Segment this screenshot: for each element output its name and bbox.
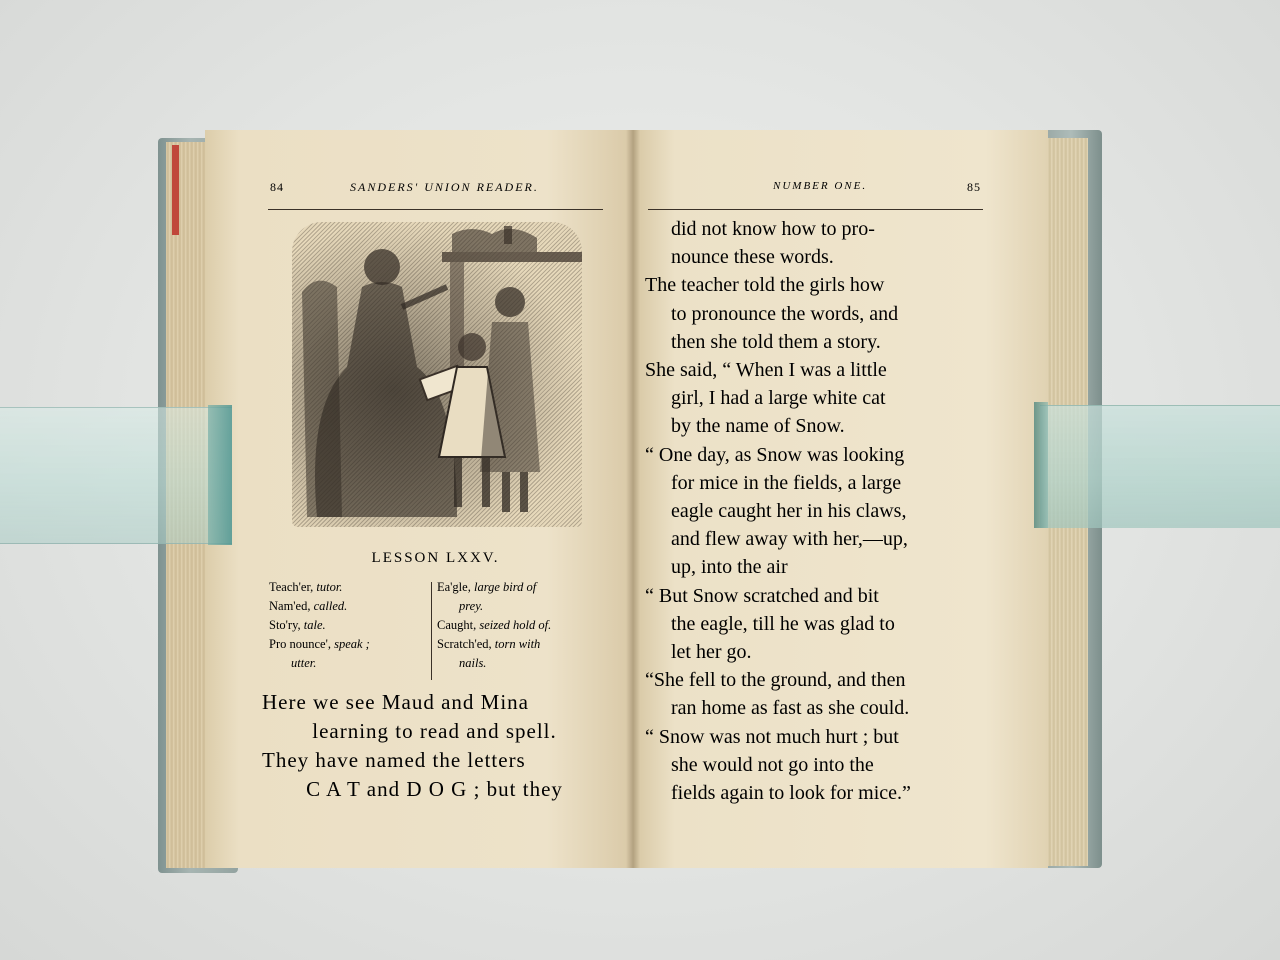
- vocab-gloss: utter.: [291, 656, 317, 670]
- text-line: “ But Snow scratched and bit: [645, 584, 879, 607]
- vocab-entry: [269, 616, 429, 635]
- text-line: the eagle, till he was glad to: [671, 612, 895, 635]
- text-line: “She fell to the ground, and then: [645, 669, 906, 692]
- vocabulary-left-column: [269, 578, 429, 673]
- vocab-gloss: tale.: [303, 618, 326, 632]
- text-line: nounce these words.: [671, 246, 834, 269]
- text-line: up, into the air: [671, 556, 788, 579]
- text-line: eagle caught her in his claws,: [671, 500, 907, 523]
- left-page-body-text: [262, 688, 607, 804]
- left-page-number: 84: [270, 180, 284, 194]
- vocab-word: Teach'er,: [269, 580, 314, 594]
- vocab-gloss: speak ;: [334, 637, 370, 651]
- vocab-entry: [437, 616, 604, 635]
- vocab-entry: [269, 635, 429, 654]
- engraving-figures: [292, 222, 582, 527]
- right-page-body-text: [645, 215, 990, 807]
- vocab-gloss: torn with: [494, 637, 541, 651]
- vocabulary-right-column: [437, 578, 604, 673]
- vocab-entry: [269, 654, 429, 673]
- glass-clamp-left: [0, 407, 232, 544]
- text-line: and flew away with her,—up,: [671, 528, 908, 551]
- vocab-entry: [437, 635, 604, 654]
- text-line: The teacher told the girls how: [645, 274, 885, 297]
- text-line: fields again to look for mice.”: [671, 782, 911, 805]
- text-line: C A T and D O G ; but they: [306, 777, 563, 801]
- vocab-entry: [269, 597, 429, 616]
- glass-clamp-right-edge: [1034, 402, 1048, 528]
- vocab-word: Ea'gle,: [437, 580, 471, 594]
- vocabulary-divider: [431, 582, 432, 680]
- engraving-illustration: [292, 222, 582, 527]
- vocab-gloss: nails.: [459, 656, 487, 670]
- right-page-number: 85: [967, 180, 981, 194]
- vocab-word: Sto'ry,: [269, 618, 301, 632]
- vocab-gloss: called.: [313, 599, 348, 613]
- vocab-entry: [269, 578, 429, 597]
- text-line: girl, I had a large white cat: [671, 387, 886, 410]
- vocab-word: Nam'ed,: [269, 599, 311, 613]
- text-line: She said, “ When I was a little: [645, 359, 887, 382]
- text-line: she would not go into the: [671, 753, 874, 776]
- text-line: They have named the letters: [262, 748, 526, 772]
- text-line: Here we see Maud and Mina: [262, 690, 529, 714]
- left-header-rule: [268, 209, 603, 210]
- right-header-rule: [648, 209, 983, 210]
- vocab-word: Pro nounce',: [269, 637, 331, 651]
- text-line: to pronounce the words, and: [671, 302, 899, 325]
- text-line: then she told them a story.: [671, 330, 881, 353]
- vocab-entry: [437, 597, 604, 616]
- glass-clamp-right: [1040, 405, 1280, 528]
- vocab-entry: [437, 578, 604, 597]
- left-running-title: SANDERS' UNION READER.: [350, 180, 539, 194]
- text-line: ran home as fast as she could.: [671, 697, 910, 720]
- red-page-marker: [172, 145, 179, 235]
- vocab-gloss: large bird of: [473, 580, 537, 594]
- glass-clamp-left-edge: [208, 405, 232, 545]
- lesson-title: LESSON LXXV.: [371, 550, 500, 566]
- right-running-title: NUMBER ONE.: [773, 180, 868, 192]
- text-line: learning to read and spell.: [312, 719, 557, 743]
- vocab-word: Scratch'ed,: [437, 637, 492, 651]
- text-line: by the name of Snow.: [671, 415, 845, 438]
- vocab-entry: [437, 654, 604, 673]
- text-line: let her go.: [671, 641, 752, 664]
- vocab-gloss: tutor.: [316, 580, 343, 594]
- vocab-gloss: seized hold of.: [479, 618, 552, 632]
- vocab-gloss: prey.: [459, 599, 484, 613]
- book-gutter: [626, 130, 640, 868]
- text-line: “ One day, as Snow was looking: [645, 443, 905, 466]
- vocab-word: Caught,: [437, 618, 477, 632]
- text-line: did not know how to pro-: [671, 218, 875, 240]
- text-line: “ Snow was not much hurt ; but: [645, 725, 899, 748]
- text-line: for mice in the fields, a large: [671, 471, 902, 494]
